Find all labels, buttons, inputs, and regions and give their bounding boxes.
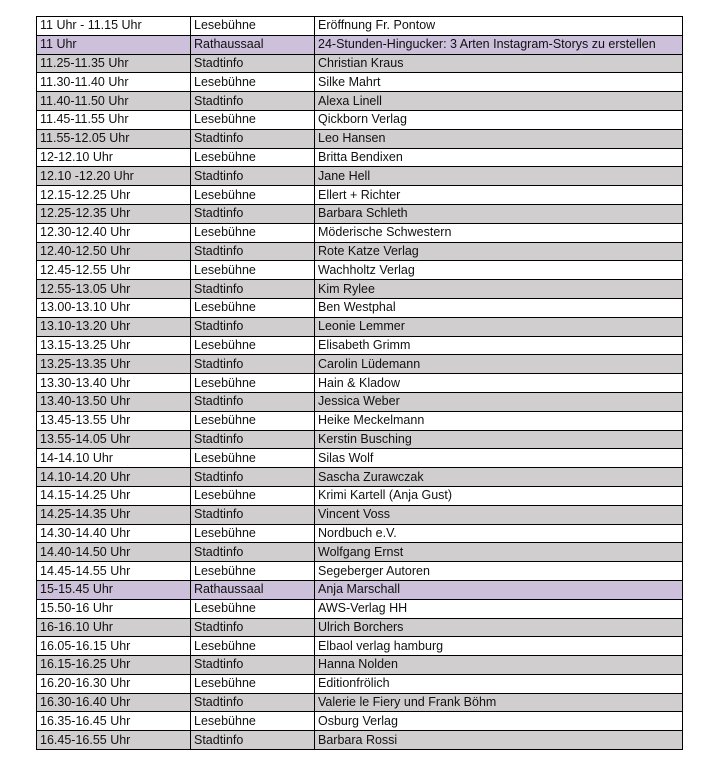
table-row <box>37 543 683 562</box>
title-cell: Leo Hansen <box>315 129 683 148</box>
time-cell: 13.45-13.55 Uhr <box>37 411 191 430</box>
title-cell: Silas Wolf <box>315 449 683 468</box>
table-row <box>37 430 683 449</box>
time-cell: 12.40-12.50 Uhr <box>37 242 191 261</box>
time-cell: 14.40-14.50 Uhr <box>37 543 191 562</box>
venue-cell: Lesebühne <box>191 449 315 468</box>
venue-cell: Lesebühne <box>191 637 315 656</box>
title-cell: Valerie le Fiery und Frank Böhm <box>315 693 683 712</box>
time-cell: 13.25-13.35 Uhr <box>37 355 191 374</box>
time-cell: 11.45-11.55 Uhr <box>37 110 191 129</box>
title-cell: Silke Mahrt <box>315 73 683 92</box>
venue-cell: Lesebühne <box>191 298 315 317</box>
title-cell: Hanna Nolden <box>315 656 683 675</box>
title-cell: Alexa Linell <box>315 92 683 111</box>
venue-cell: Lesebühne <box>191 374 315 393</box>
venue-cell: Lesebühne <box>191 223 315 242</box>
table-row <box>37 486 683 505</box>
venue-cell: Lesebühne <box>191 674 315 693</box>
venue-cell: Rathaussaal <box>191 35 315 54</box>
title-cell: Ulrich Borchers <box>315 618 683 637</box>
venue-cell: Stadtinfo <box>191 693 315 712</box>
time-cell: 16.05-16.15 Uhr <box>37 637 191 656</box>
time-cell: 16.45-16.55 Uhr <box>37 731 191 750</box>
table-row <box>37 148 683 167</box>
table-row <box>37 731 683 750</box>
table-row <box>37 468 683 487</box>
venue-cell: Stadtinfo <box>191 505 315 524</box>
venue-cell: Lesebühne <box>191 186 315 205</box>
time-cell: 14.45-14.55 Uhr <box>37 562 191 581</box>
title-cell: AWS-Verlag HH <box>315 599 683 618</box>
title-cell: Sascha Zurawczak <box>315 468 683 487</box>
time-cell: 11.55-12.05 Uhr <box>37 129 191 148</box>
table-row <box>37 73 683 92</box>
table-row <box>37 712 683 731</box>
title-cell: Kerstin Busching <box>315 430 683 449</box>
table-row <box>37 298 683 317</box>
table-row <box>37 411 683 430</box>
venue-cell: Lesebühne <box>191 712 315 731</box>
table-row <box>37 505 683 524</box>
time-cell: 11.30-11.40 Uhr <box>37 73 191 92</box>
time-cell: 14-14.10 Uhr <box>37 449 191 468</box>
table-row <box>37 261 683 280</box>
time-cell: 16.20-16.30 Uhr <box>37 674 191 693</box>
title-cell: Jessica Weber <box>315 392 683 411</box>
venue-cell: Lesebühne <box>191 17 315 36</box>
time-cell: 14.15-14.25 Uhr <box>37 486 191 505</box>
schedule-body <box>37 17 683 750</box>
title-cell: Ellert + Richter <box>315 186 683 205</box>
title-cell: Möderische Schwestern <box>315 223 683 242</box>
venue-cell: Lesebühne <box>191 148 315 167</box>
venue-cell: Stadtinfo <box>191 54 315 73</box>
title-cell: Vincent Voss <box>315 505 683 524</box>
venue-cell: Stadtinfo <box>191 280 315 299</box>
venue-cell: Stadtinfo <box>191 392 315 411</box>
time-cell: 15-15.45 Uhr <box>37 580 191 599</box>
time-cell: 13.30-13.40 Uhr <box>37 374 191 393</box>
time-cell: 12.25-12.35 Uhr <box>37 204 191 223</box>
title-cell: Rote Katze Verlag <box>315 242 683 261</box>
venue-cell: Lesebühne <box>191 599 315 618</box>
title-cell: Barbara Rossi <box>315 731 683 750</box>
table-row <box>37 374 683 393</box>
venue-cell: Stadtinfo <box>191 242 315 261</box>
table-row <box>37 392 683 411</box>
title-cell: Eröffnung Fr. Pontow <box>315 17 683 36</box>
time-cell: 15.50-16 Uhr <box>37 599 191 618</box>
venue-cell: Lesebühne <box>191 110 315 129</box>
table-row <box>37 618 683 637</box>
table-row <box>37 223 683 242</box>
venue-cell: Stadtinfo <box>191 204 315 223</box>
venue-cell: Stadtinfo <box>191 656 315 675</box>
venue-cell: Stadtinfo <box>191 355 315 374</box>
time-cell: 12.15-12.25 Uhr <box>37 186 191 205</box>
time-cell: 16-16.10 Uhr <box>37 618 191 637</box>
venue-cell: Rathaussaal <box>191 580 315 599</box>
table-row <box>37 35 683 54</box>
title-cell: Krimi Kartell (Anja Gust) <box>315 486 683 505</box>
title-cell: Nordbuch e.V. <box>315 524 683 543</box>
table-row <box>37 242 683 261</box>
time-cell: 16.35-16.45 Uhr <box>37 712 191 731</box>
venue-cell: Stadtinfo <box>191 167 315 186</box>
time-cell: 11.25-11.35 Uhr <box>37 54 191 73</box>
time-cell: 13.15-13.25 Uhr <box>37 336 191 355</box>
table-row <box>37 674 683 693</box>
venue-cell: Stadtinfo <box>191 731 315 750</box>
title-cell: Anja Marschall <box>315 580 683 599</box>
venue-cell: Stadtinfo <box>191 92 315 111</box>
time-cell: 11 Uhr - 11.15 Uhr <box>37 17 191 36</box>
time-cell: 13.00-13.10 Uhr <box>37 298 191 317</box>
table-row <box>37 580 683 599</box>
table-row <box>37 129 683 148</box>
title-cell: Qickborn Verlag <box>315 110 683 129</box>
title-cell: Carolin Lüdemann <box>315 355 683 374</box>
table-row <box>37 54 683 73</box>
time-cell: 12.55-13.05 Uhr <box>37 280 191 299</box>
table-row <box>37 656 683 675</box>
table-row <box>37 449 683 468</box>
time-cell: 14.30-14.40 Uhr <box>37 524 191 543</box>
venue-cell: Stadtinfo <box>191 317 315 336</box>
time-cell: 13.40-13.50 Uhr <box>37 392 191 411</box>
title-cell: Kim Rylee <box>315 280 683 299</box>
time-cell: 12.10 -12.20 Uhr <box>37 167 191 186</box>
title-cell: Jane Hell <box>315 167 683 186</box>
table-row <box>37 355 683 374</box>
table-row <box>37 280 683 299</box>
title-cell: Heike Meckelmann <box>315 411 683 430</box>
table-row <box>37 524 683 543</box>
venue-cell: Lesebühne <box>191 73 315 92</box>
title-cell: Leonie Lemmer <box>315 317 683 336</box>
title-cell: Elisabeth Grimm <box>315 336 683 355</box>
table-row <box>37 186 683 205</box>
table-row <box>37 562 683 581</box>
table-row <box>37 17 683 36</box>
title-cell: Editionfrölich <box>315 674 683 693</box>
table-row <box>37 336 683 355</box>
time-cell: 16.30-16.40 Uhr <box>37 693 191 712</box>
venue-cell: Lesebühne <box>191 562 315 581</box>
title-cell: Barbara Schleth <box>315 204 683 223</box>
table-row <box>37 167 683 186</box>
table-row <box>37 110 683 129</box>
time-cell: 13.55-14.05 Uhr <box>37 430 191 449</box>
table-row <box>37 92 683 111</box>
table-row <box>37 317 683 336</box>
venue-cell: Stadtinfo <box>191 618 315 637</box>
table-row <box>37 693 683 712</box>
table-row <box>37 204 683 223</box>
title-cell: Segeberger Autoren <box>315 562 683 581</box>
title-cell: Christian Kraus <box>315 54 683 73</box>
venue-cell: Stadtinfo <box>191 129 315 148</box>
venue-cell: Stadtinfo <box>191 430 315 449</box>
title-cell: Hain & Kladow <box>315 374 683 393</box>
venue-cell: Lesebühne <box>191 261 315 280</box>
table-row <box>37 599 683 618</box>
title-cell: Britta Bendixen <box>315 148 683 167</box>
title-cell: Elbaol verlag hamburg <box>315 637 683 656</box>
title-cell: Osburg Verlag <box>315 712 683 731</box>
venue-cell: Stadtinfo <box>191 543 315 562</box>
time-cell: 12-12.10 Uhr <box>37 148 191 167</box>
table-row <box>37 637 683 656</box>
title-cell: 24-Stunden-Hingucker: 3 Arten Instagram-Storys zu erstellen <box>315 35 683 54</box>
venue-cell: Lesebühne <box>191 486 315 505</box>
venue-cell: Lesebühne <box>191 524 315 543</box>
time-cell: 16.15-16.25 Uhr <box>37 656 191 675</box>
time-cell: 13.10-13.20 Uhr <box>37 317 191 336</box>
title-cell: Wachholtz Verlag <box>315 261 683 280</box>
title-cell: Ben Westphal <box>315 298 683 317</box>
time-cell: 12.30-12.40 Uhr <box>37 223 191 242</box>
time-cell: 11 Uhr <box>37 35 191 54</box>
title-cell: Wolfgang Ernst <box>315 543 683 562</box>
venue-cell: Stadtinfo <box>191 468 315 487</box>
schedule-table <box>36 16 683 750</box>
venue-cell: Lesebühne <box>191 336 315 355</box>
time-cell: 14.10-14.20 Uhr <box>37 468 191 487</box>
venue-cell: Lesebühne <box>191 411 315 430</box>
time-cell: 12.45-12.55 Uhr <box>37 261 191 280</box>
time-cell: 11.40-11.50 Uhr <box>37 92 191 111</box>
time-cell: 14.25-14.35 Uhr <box>37 505 191 524</box>
